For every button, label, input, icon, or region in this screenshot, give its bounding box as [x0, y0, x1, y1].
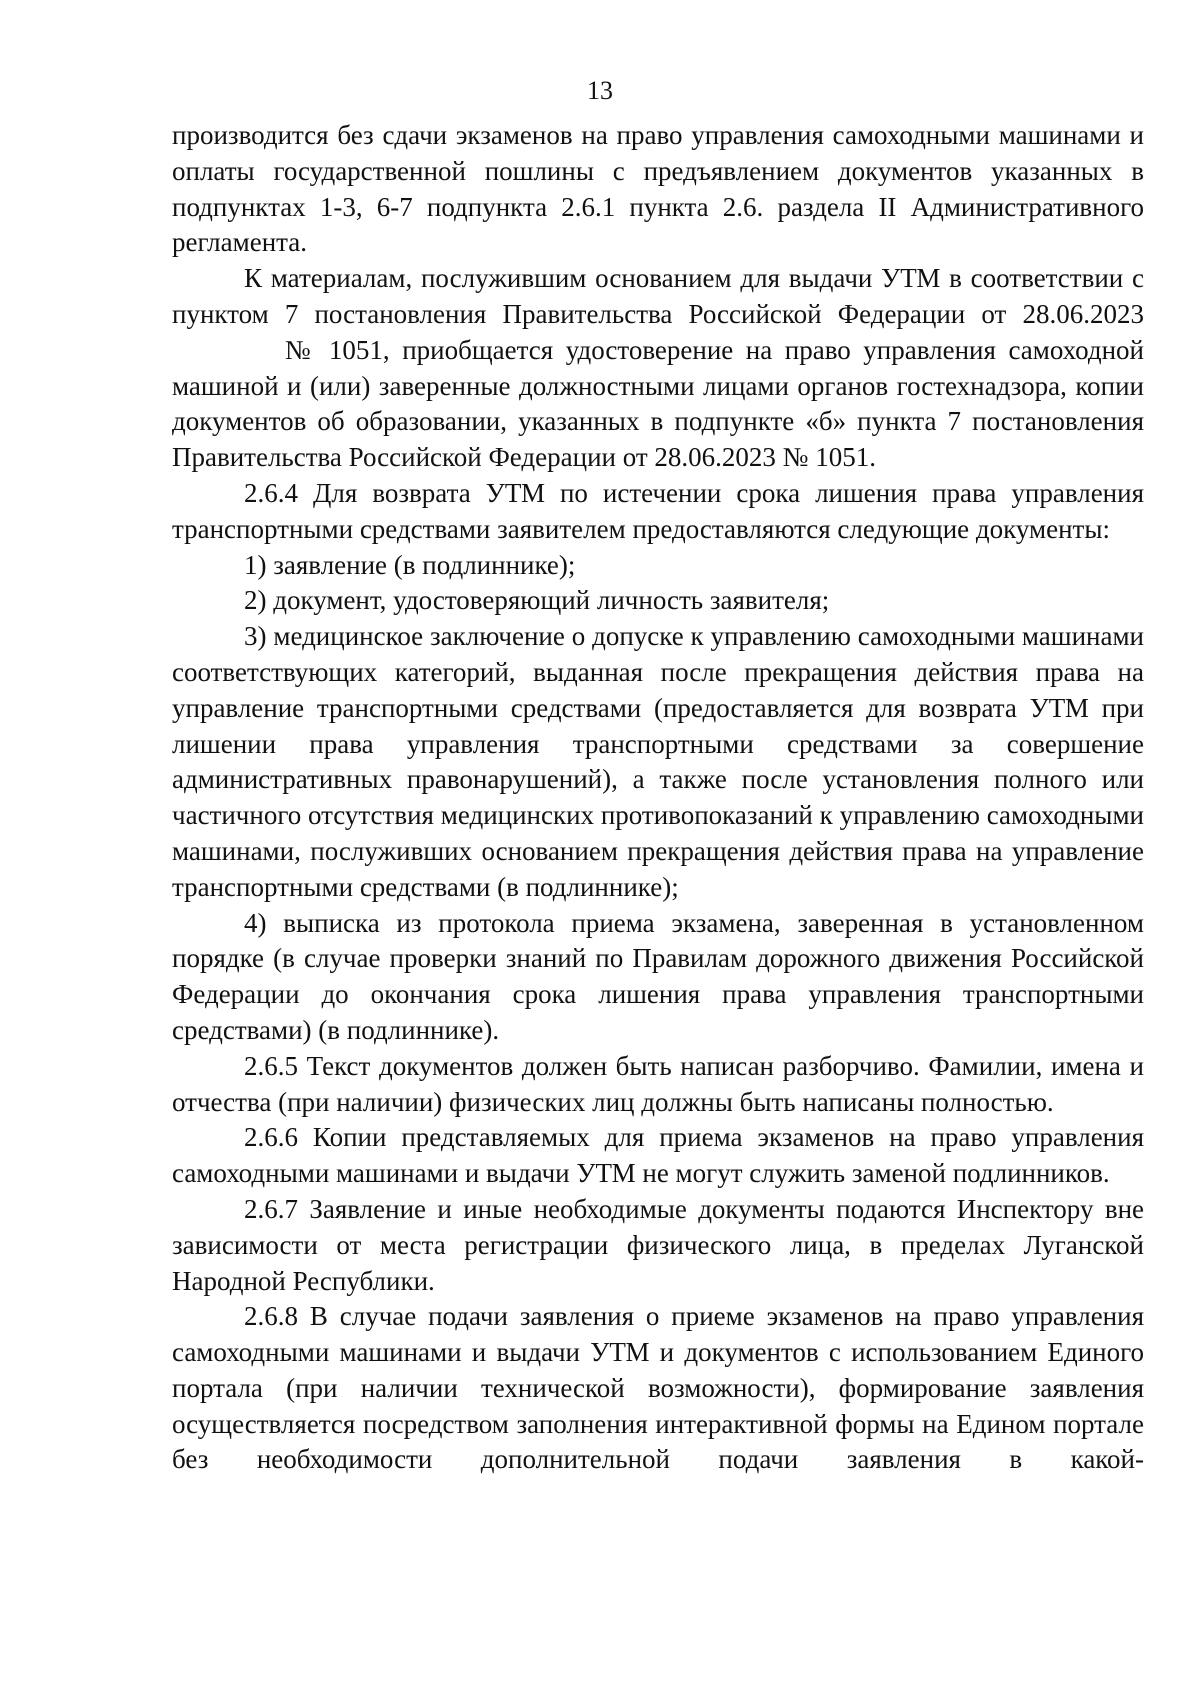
paragraph-continuation: производится без сдачи экзаменов на право управления самоходными машинами и оплаты государственной пошлины с предъявлением документов указанных в подпунктах 1-3, 6-7 подпункта 2.6.1 пункта 2.6. раздела II Административного регламента.: [172, 120, 1144, 258]
list-item-2: 2) документ, удостоверяющий личность заявителя;: [244, 585, 830, 616]
paragraph-2-6-5: 2.6.5 Текст документов должен быть написан разборчиво. Фамилии, имена и отчества (при наличии) физических лиц должны быть написаны полностью.: [172, 1050, 1144, 1117]
paragraph-2-6-4: 2.6.4 Для возврата УТМ по истечении срока лишения права управления транспортными средствами заявителем предоставляются следующие документы:: [172, 477, 1144, 544]
paragraph-materials-utm: К материалам, послужившим основанием для выдачи УТМ в соответствии с пунктом 7 постановления Правительства Российской Федерации от 28.06.2023 № 1051, приобщается удостоверение на право управления самоходной машиной и (или) заверенные должностными лицами органов гостехнадзора, копии документов об образовании, указанных в подпункте «б» пункта 7 постановления Правительства Российской Федерации от 28.06.2023 № 1051.: [172, 263, 1144, 473]
list-item-4: 4) выписка из протокола приема экзамена, заверенная в установленном порядке (в случае проверки знаний по Правилам дорожного движения Российской Федерации до окончания срока лишения права управления транспортными средствами) (в подлиннике).: [172, 907, 1144, 1045]
paragraph-2-6-7: 2.6.7 Заявление и иные необходимые документы подаются Инспектору вне зависимости от места регистрации физического лица, в пределах Луганской Народной Республики.: [172, 1193, 1144, 1296]
paragraph-2-6-8: 2.6.8 В случае подачи заявления о приеме экзаменов на право управления самоходными машинами и выдачи УТМ и документов с использованием Единого портала (при наличии технической возможности), формирование заявления осуществляется посредством заполнения интерактивной формы на Едином портале без необходимости дополнительной подачи заявления в какой-: [172, 1301, 1144, 1475]
document-body: [172, 118, 1144, 1478]
paragraph-2-6-6: 2.6.6 Копии представляемых для приема экзаменов на право управления самоходными машинами и выдачи УТМ не могут служить заменой подлинников.: [172, 1122, 1144, 1189]
list-item-3: 3) медицинское заключение о допуске к управлению самоходными машинами соответствующих категорий, выданная после прекращения действия права на управление транспортными средствами (предоставляется для возврата УТМ при лишении права управления транспортными средствами за совершение административных правонарушений), а также после установления полного или частичного отсутствия медицинских противопоказаний к управлению самоходными машинами, послуживших основанием прекращения действия права на управление транспортными средствами (в подлиннике);: [172, 621, 1144, 902]
page-number: 13: [587, 76, 613, 105]
list-item-1: 1) заявление (в подлиннике);: [244, 549, 576, 580]
